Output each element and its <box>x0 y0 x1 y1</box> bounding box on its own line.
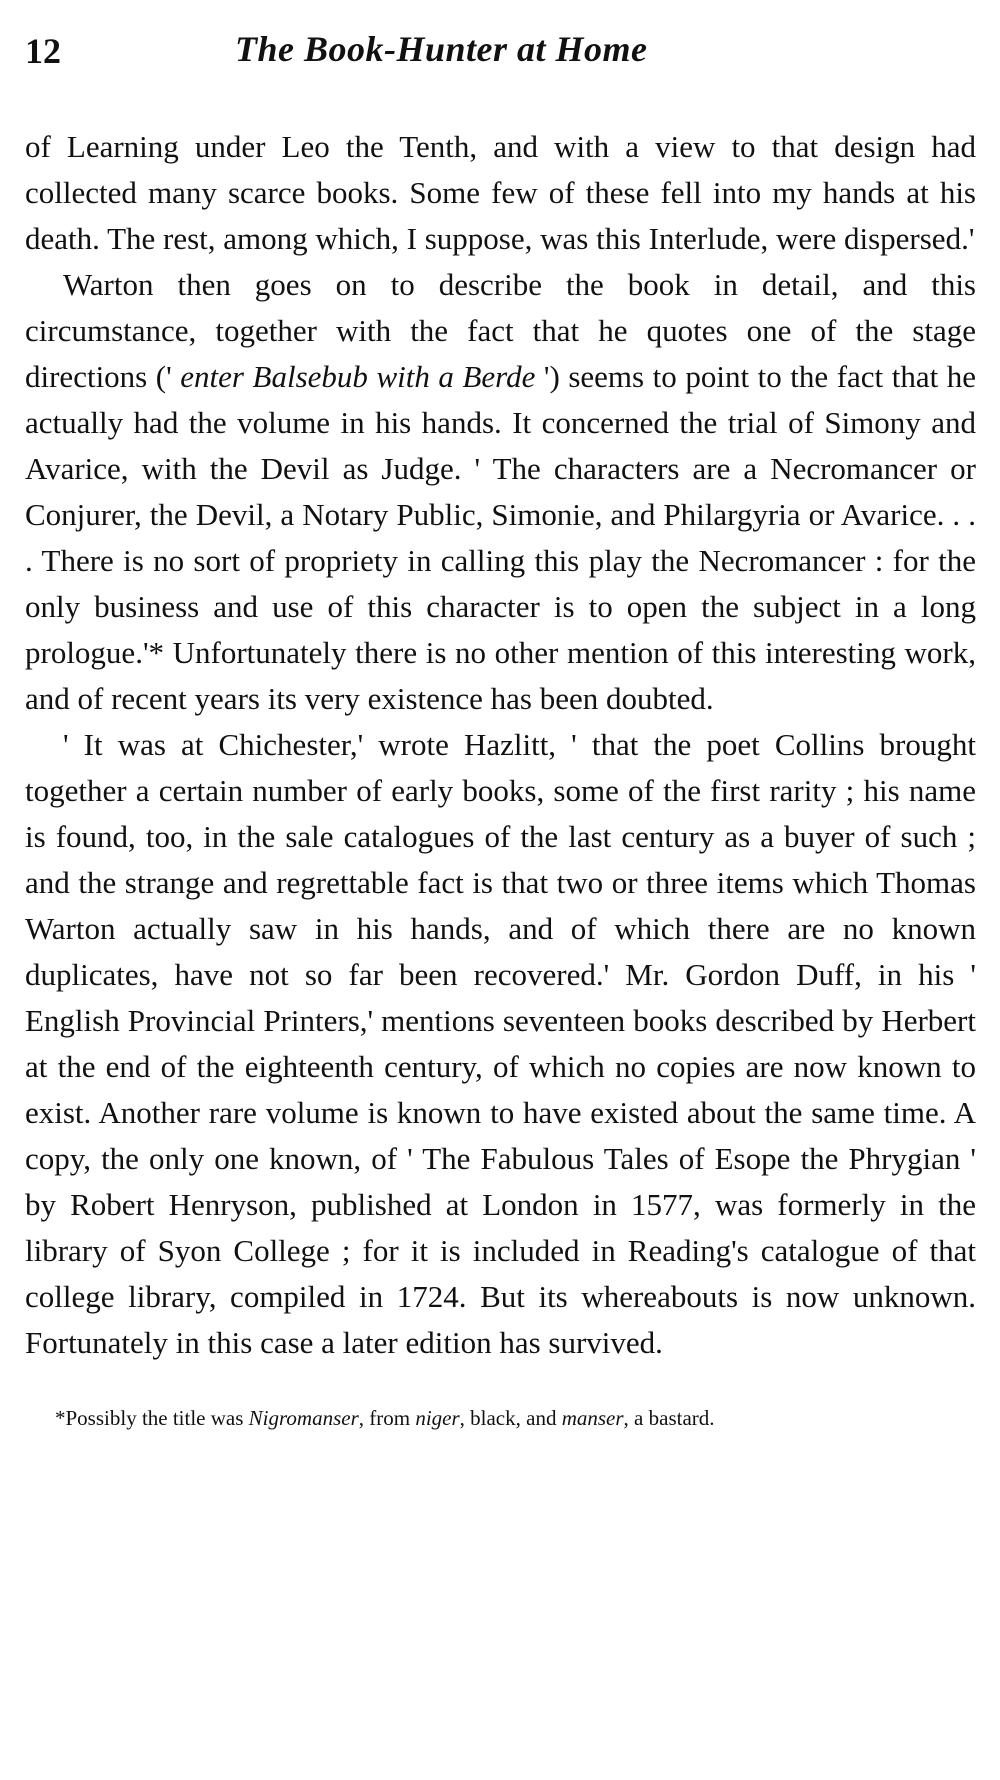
footnote-italic-1: Nigromanser <box>248 1406 359 1430</box>
paragraph-continued <box>25 124 976 262</box>
page-number: 12 <box>25 31 61 71</box>
paragraph-chichester <box>25 722 976 1366</box>
footnote-text-4: , a bastard. <box>623 1406 715 1430</box>
footnote-text-1: Possibly the title was <box>65 1406 249 1430</box>
footnote-italic-3: manser <box>561 1406 624 1430</box>
page-header <box>25 20 976 80</box>
book-page <box>25 20 976 1433</box>
footnote-text-3: , black, and <box>459 1406 562 1430</box>
running-title: The Book-Hunter at Home <box>235 29 648 69</box>
footnote <box>25 1404 976 1433</box>
footnote-italic-2: niger <box>415 1406 460 1430</box>
stage-direction-quote: enter Balsebub with a Berde <box>171 359 544 394</box>
body-text <box>25 124 976 1366</box>
paragraph-text-before: Warton then goes on to describe the book in detail, and this circumstance, together with the fact that he quotes one of the stage directions (' <box>25 267 976 394</box>
footnote-text-2: , from <box>358 1406 416 1430</box>
paragraph-warton <box>25 262 976 722</box>
paragraph-text: of Learning under Leo the Tenth, and with a view to that design had collected many scarce books. Some few of these fell into my hands at his death. The rest, among which, I suppose, was this Interlude, were dispersed.' <box>25 129 976 256</box>
footnote-marker: * <box>55 1406 66 1430</box>
paragraph-text: ' It was at Chichester,' wrote Hazlitt, ' that the poet Collins brought together a certain number of early books, some of the first rarity ; his name is found, too, in the sale catalogues of the last century as a buyer of such ; and the strange and regrettable fact is that two or three items which Thomas Warton actually saw in his hands, and of which there are no known duplicates, have not so far been recovered.' Mr. Gordon Duff, in his ' English Provincial Printers,' mentions seventeen books described by Herbert at the end of the eighteenth century, of which no copies are now known to exist. Another rare volume is known to have existed about the same time. A copy, the only one known, of ' The Fabulous Tales of Esope the Phrygian ' by Robert Henryson, published at London in 1577, was formerly in the library of Syon College ; for it is included in Reading's catalogue of that college library, compiled in 1724. But its whereabouts is now unknown. Fortunately in this case a later edition has survived. <box>25 727 976 1360</box>
paragraph-text-after: ') seems to point to the fact that he actually had the volume in his hands. It concerned the trial of Simony and Avarice, with the Devil as Judge. ' The characters are a Necromancer or Conjurer, the Devil, a Notary Public, Simonie, and Philargyria or Avarice. . . . There is no sort of propriety in calling this play the Necromancer : for the only business and use of this character is to open the subject in a long prologue.'* Unfortunately there is no other mention of this interesting work, and of recent years its very existence has been doubted. <box>25 359 977 716</box>
